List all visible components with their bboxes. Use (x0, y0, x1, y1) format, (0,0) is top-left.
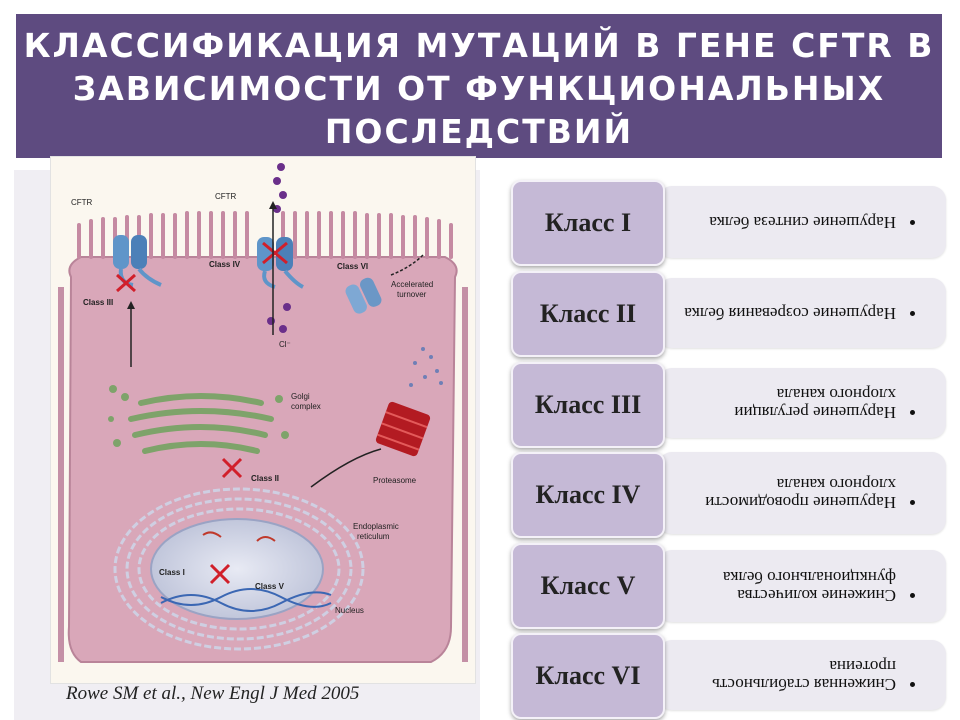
class-6-box: Класс VI (511, 633, 665, 719)
label-turnover: turnover (397, 290, 427, 299)
label-golgi: Golgi (291, 392, 310, 401)
label-chloride: Cl⁻ (279, 340, 291, 349)
class-4-description (658, 452, 946, 534)
label-class-vi: Class VI (337, 262, 369, 271)
cell-illustration (51, 157, 475, 683)
class-2-description-text: • Нарушение созревания белка (684, 304, 898, 322)
cell-diagram (50, 156, 476, 684)
class-2-description (658, 278, 946, 348)
label-class-i: Class I (159, 568, 185, 577)
class-6-description-text: • Сниженная стабильность протеина (666, 657, 898, 693)
label-class-iv: Class IV (209, 260, 241, 269)
label-proteasome: Proteasome (373, 476, 417, 485)
class-3-description (658, 368, 946, 438)
class-2-box: Класс II (511, 271, 665, 357)
class-3-description-text: • Нарушение регуляции хлорного канала (666, 385, 898, 421)
label-class-iii: Class III (83, 298, 114, 307)
class-1-description-text: • Нарушение синтеза белка (709, 213, 898, 231)
slide-title: КЛАССИФИКАЦИЯ МУТАЦИЙ В ГЕНЕ CFTR В ЗАВИСИМОСТИ ОТ ФУНКЦИОНАЛЬНЫХ ПОСЛЕДСТВИЙ (23, 26, 935, 151)
label-cftr-left: CFTR (71, 198, 93, 207)
class-5-box: Класс V (511, 543, 665, 629)
label-er: Endoplasmic (353, 522, 399, 531)
label-class-v: Class V (255, 582, 284, 591)
label-class-ii: Class II (251, 474, 280, 483)
citation: Rowe SM et al., New Engl J Med 2005 (66, 683, 360, 704)
class-3-box: Класс III (511, 362, 665, 448)
label-cftr-top: CFTR (215, 192, 237, 201)
label-complex: complex (291, 402, 321, 411)
class-6-description (658, 640, 946, 710)
class-4-description-text: • Нарушение проводимости хлорного канала (666, 475, 898, 511)
label-reticulum: reticulum (357, 532, 390, 541)
label-nucleus: Nucleus (335, 606, 364, 615)
label-accelerated: Accelerated (391, 280, 434, 289)
class-4-box: Класс IV (511, 452, 665, 538)
class-1-box: Класс I (511, 180, 665, 266)
class-5-description (658, 550, 946, 622)
class-5-description-text: • Снижение количества функционального белка (666, 568, 898, 604)
class-1-description (658, 186, 946, 258)
